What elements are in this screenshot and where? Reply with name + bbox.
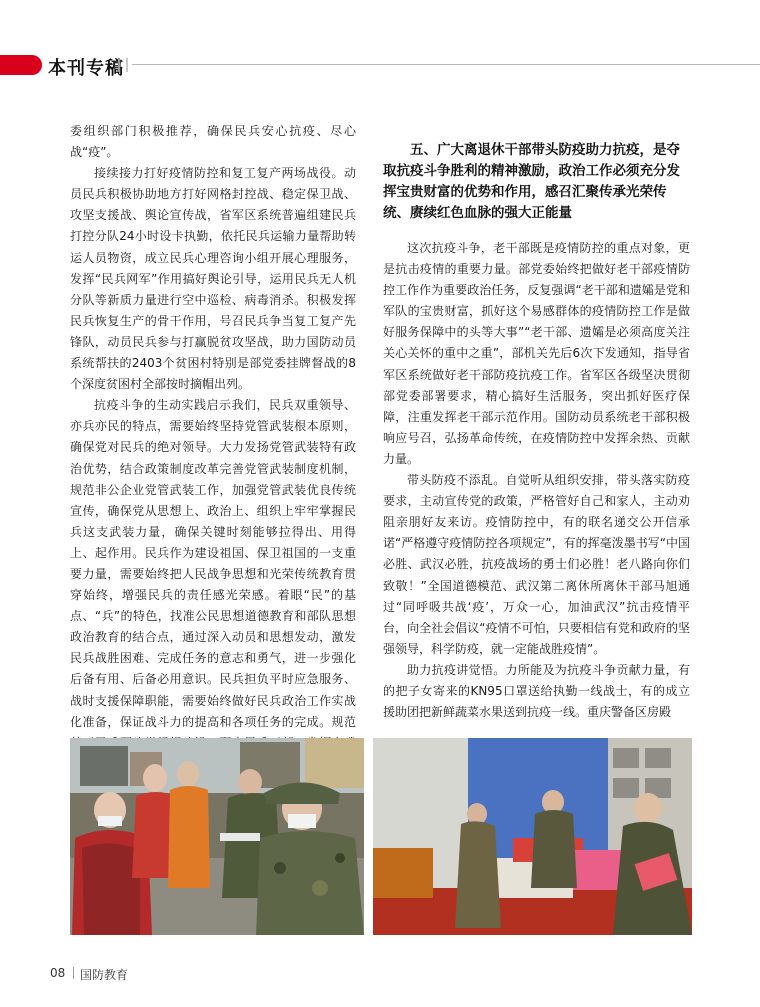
section-title: 本刊专稿 xyxy=(48,58,124,79)
footer-divider xyxy=(73,967,74,979)
paragraph: 接续接力打好疫情防控和复工复产两场战役。动员民兵积极协助地方打好网格封控战、稳定保卫战、攻坚支援战、舆论宣传战，省军区系统普遍组建民兵打控分队24小时设卡执勤，依托民兵运输力量帮助转运人员物资，成立民兵心理咨询小组开展心理服务，发挥“民兵网军”作用搞好舆论引导，运用民兵无人机分队等新质力量进行空中巡检、病毒消杀。积极发挥民兵恢复生产的骨干作用，号召民兵争当复工复产先锋队，动员民兵参与打赢脱贫攻坚战，助力国防动员系统帮扶的2403个贫困村特别是部党委挂牌督战的8个深度贫困村全部按时摘帽出列。 xyxy=(70,166,356,392)
magazine-name: 国防教育 xyxy=(80,968,129,982)
header-divider-bars xyxy=(118,58,128,72)
section-heading: 五、广大离退休干部带头防疫助力抗疫，是夺取抗疫斗争胜利的精神激励，政治工作必须充分发挥宝贵财富的优势和作用，感召汇聚传承光荣传统、赓续红色血脉的强大正能量 xyxy=(383,142,680,221)
paragraph: 这次抗疫斗争，老干部既是疫情防控的重点对象，更是抗击疫情的重要力量。部党委始终把做好老干部疫情防控工作作为重要政治任务，反复强调“老干部和遗孀是党和军队的宝贵财富，抓好这个易感群体的疫情防控工作是做好服务保障中的头等大事”“老干部、遗孀是必须高度关注关心关怀的重中之重”，部机关先后6次下发通知，指导省军区系统做好老干部防疫抗疫工作。省军区各级坚决贯彻部党委部署要求，精心搞好生活服务，突出抓好医疗保障，注重发挥老干部示范作用。国防动员系统老干部积极响应号召，弘扬革命传统，在疫情防控中发挥余热、贡献力量。 xyxy=(383,241,690,466)
right-column xyxy=(383,238,690,723)
paragraph: 带头防疫不添乱。自觉听从组织安排，带头落实防疫要求，主动宣传党的政策，严格管好自己和家人，主动劝阻亲朋好友来访。疫情防控中，有的联名递交公开信承诺“严格遵守疫情防控各项规定”，有的挥毫泼墨书写“中国必胜、武汉必胜，抗疫战场的勇士们必胜！老八路向你们致敬！”全国道德模范、武汉第二离休所离休干部马旭通过“同呼吸共战‘疫’，万众一心，加油武汉”抗击疫情平台，向全社会倡议“疫情不可怕，只要相信有党和政府的坚强领导，科学防疫，就一定能战胜疫情”。 xyxy=(383,473,690,656)
paragraph: 委组织部门积极推荐，确保民兵安心抗疫、尽心战“疫”。 xyxy=(70,124,356,160)
section-marker xyxy=(0,55,42,75)
photo-unloading-supplies xyxy=(373,738,692,935)
page-number: 08 xyxy=(50,966,66,980)
header-rule xyxy=(132,64,760,65)
left-column xyxy=(70,121,356,817)
photo-temperature-check xyxy=(70,738,364,935)
paragraph: 抗疫斗争的生动实践启示我们，民兵双重领导、亦兵亦民的特点，需要始终坚持党管武装根本原则，确保党对民兵的绝对领导。大力发扬党管武装特有政治优势，结合政策制度改革完善党管武装制度机制，规范非公企业党管武装工作，加强党管武装优良传统宣传，确保党从思想上、政治上、组织上牢牢掌握民兵这支武装力量，确保关键时刻能够拉得出、用得上、起作用。民兵作为建设祖国、保卫祖国的一支重要力量，需要始终把人民战争思想和光荣传统教育贯穿始终，增强民兵的责任感光荣感。着眼“民”的基点、“兵”的特色，找准公民思想道德教育和部队思想政治教育的结合点，通过深入动员和思想发动，激发民兵战胜困难、完成任务的意志和勇气，进一步强化后备有用、后备必用意识。民兵担负平时应急服务、战时支援保障职能，需要始终做好民兵政治工作实战化准备，保证战斗力的提高和各项任务的完成。规范 xyxy=(70,398,356,729)
paragraph: 助力抗疫讲觉悟。力所能及为抗疫斗争贡献力量，有的把子女寄来的KN95口罩送给执勤一线战士，有的成立援助团把新鲜蔬菜水果送到抗疫一线。重庆警备区房殿 xyxy=(383,662,690,720)
